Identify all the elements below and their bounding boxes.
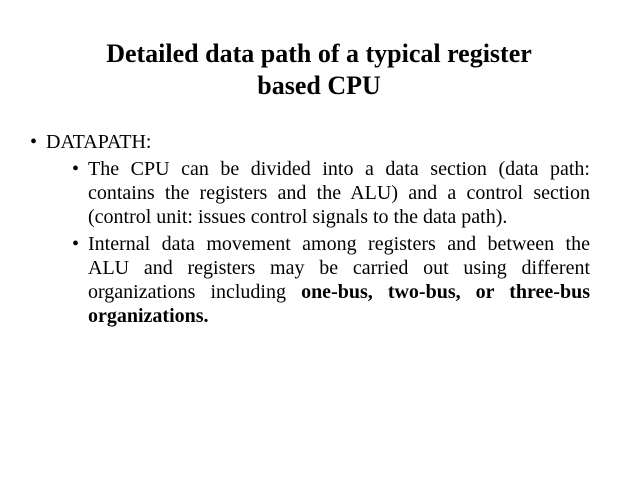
sub-bullet-marker: • — [72, 233, 80, 255]
slide-title-line-1: Detailed data path of a typical register — [106, 39, 532, 68]
slide-title-line-2: based CPU — [257, 71, 381, 100]
sub-bullet-internal-data-movement — [30, 232, 590, 328]
datapath-sublist — [30, 157, 590, 328]
sub-bullet-cpu-divided — [30, 157, 590, 229]
internal-data-movement-text: Internal data movement among registers and between the ALU and registers may be carried out using different organizations including — [88, 233, 590, 303]
bus-organizations-emphasis: one-bus, two-bus, or three-bus organizations. — [88, 281, 590, 327]
sub-bullet-marker: • — [72, 158, 80, 180]
cpu-divided-text: The CPU can be divided into a data section (data path: contains the registers and the ALU) and a control section (control unit: issues control signals to the data path). — [88, 158, 590, 228]
datapath-heading: DATAPATH: — [46, 131, 152, 153]
bullet-marker: • — [30, 131, 38, 153]
bullet-datapath — [30, 130, 590, 154]
slide-title — [40, 38, 598, 102]
slide-content — [30, 130, 590, 328]
